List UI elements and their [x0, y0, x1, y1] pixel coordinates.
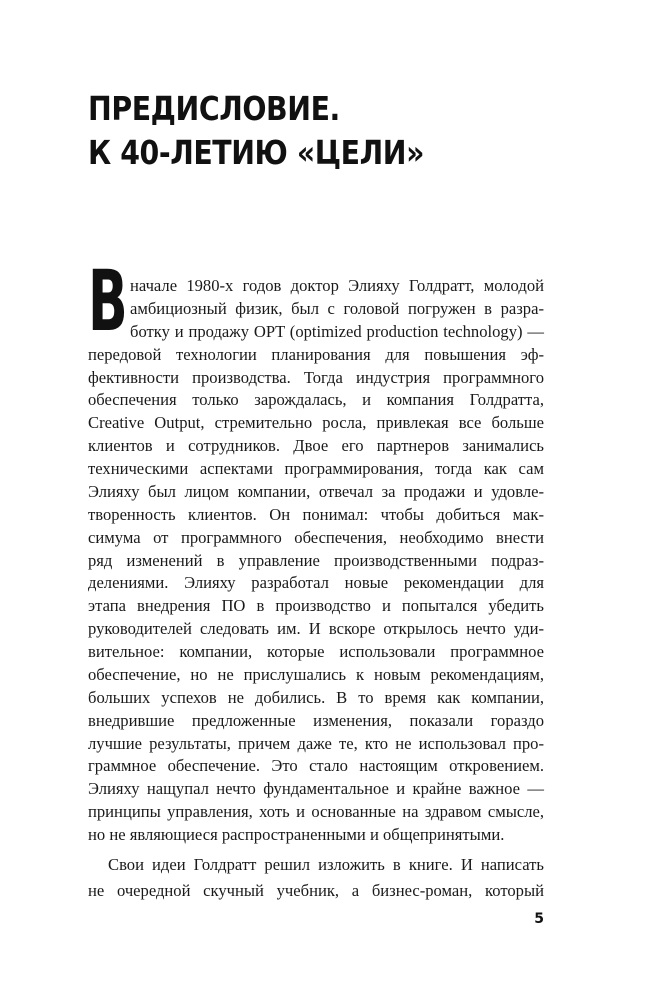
text-line: Свои идеи Голдратт решил изложить в книге. И написать — [108, 855, 544, 874]
chapter-heading — [88, 87, 424, 175]
text-line: но не являющиеся распространенными и общепринятыми. — [88, 825, 505, 844]
heading-line-2: К 40-ЛЕТИЮ «ЦЕЛИ» — [88, 133, 425, 172]
text-line: принципы управления, хоть и основанные на здравом смысле, — [88, 802, 544, 821]
text-line: начале 1980-х годов доктор Элияху Голдратт, молодой — [130, 276, 544, 295]
text-line: граммное обеспечение. Это стало настоящим откровением. — [88, 756, 544, 775]
heading-line-1: ПРЕДИСЛОВИЕ. — [88, 89, 340, 128]
text-line: Элияху нащупал нечто фундаментальное и крайне важное — — [88, 779, 544, 798]
text-line: передовой технологии планирования для повышения эф- — [88, 345, 544, 364]
text-line: амбициозный физик, был с головой погружен в разра- — [130, 299, 544, 318]
text-line: Creative Output, стремительно росла, привлекая все больше — [88, 413, 544, 432]
text-line: обеспечения только зарождалась, и компания Голдратта, — [88, 390, 544, 409]
text-line: руководителей следовать им. И вскоре открылось нечто уди- — [88, 619, 544, 638]
text-line: вительное: компании, которые использовали программное — [88, 642, 544, 661]
text-line: этапа внедрения ПО в производство и попытался убедить — [88, 596, 544, 615]
text-line: больших успехов не добились. В то время как компании, — [88, 688, 544, 707]
text-line: фективности производства. Тогда индустрия программного — [88, 368, 544, 387]
text-line: симума от программного обеспечения, необходимо внести — [88, 528, 544, 547]
text-line: делениями. Элияху разработал новые рекомендации для — [88, 573, 544, 592]
text-line: ряд изменений в управление производственными подраз- — [88, 551, 544, 570]
text-line: внедрившие предложенные изменения, показали гораздо — [88, 711, 544, 730]
drop-cap: В — [88, 252, 128, 350]
text-line: ботку и продажу OPT (optimized production technology) — — [130, 322, 544, 341]
text-line: Элияху был лицом компании, отвечал за продажи и удовле- — [88, 482, 544, 501]
page-number: 5 — [534, 911, 544, 927]
text-line: обеспечение, но не прислушались к новым рекомендациям, — [88, 665, 544, 684]
text-line: клиентов и сотрудников. Двое его партнеров занимались — [88, 436, 544, 455]
text-line: техническими аспектами программирования, тогда как сам — [88, 459, 544, 478]
text-line: лучшие результаты, причем даже те, кто не использовал про- — [88, 734, 544, 753]
text-line: творенность клиентов. Он понимал: чтобы добиться мак- — [88, 505, 544, 524]
text-line: не очередной скучный учебник, а бизнес-роман, который — [88, 881, 544, 900]
